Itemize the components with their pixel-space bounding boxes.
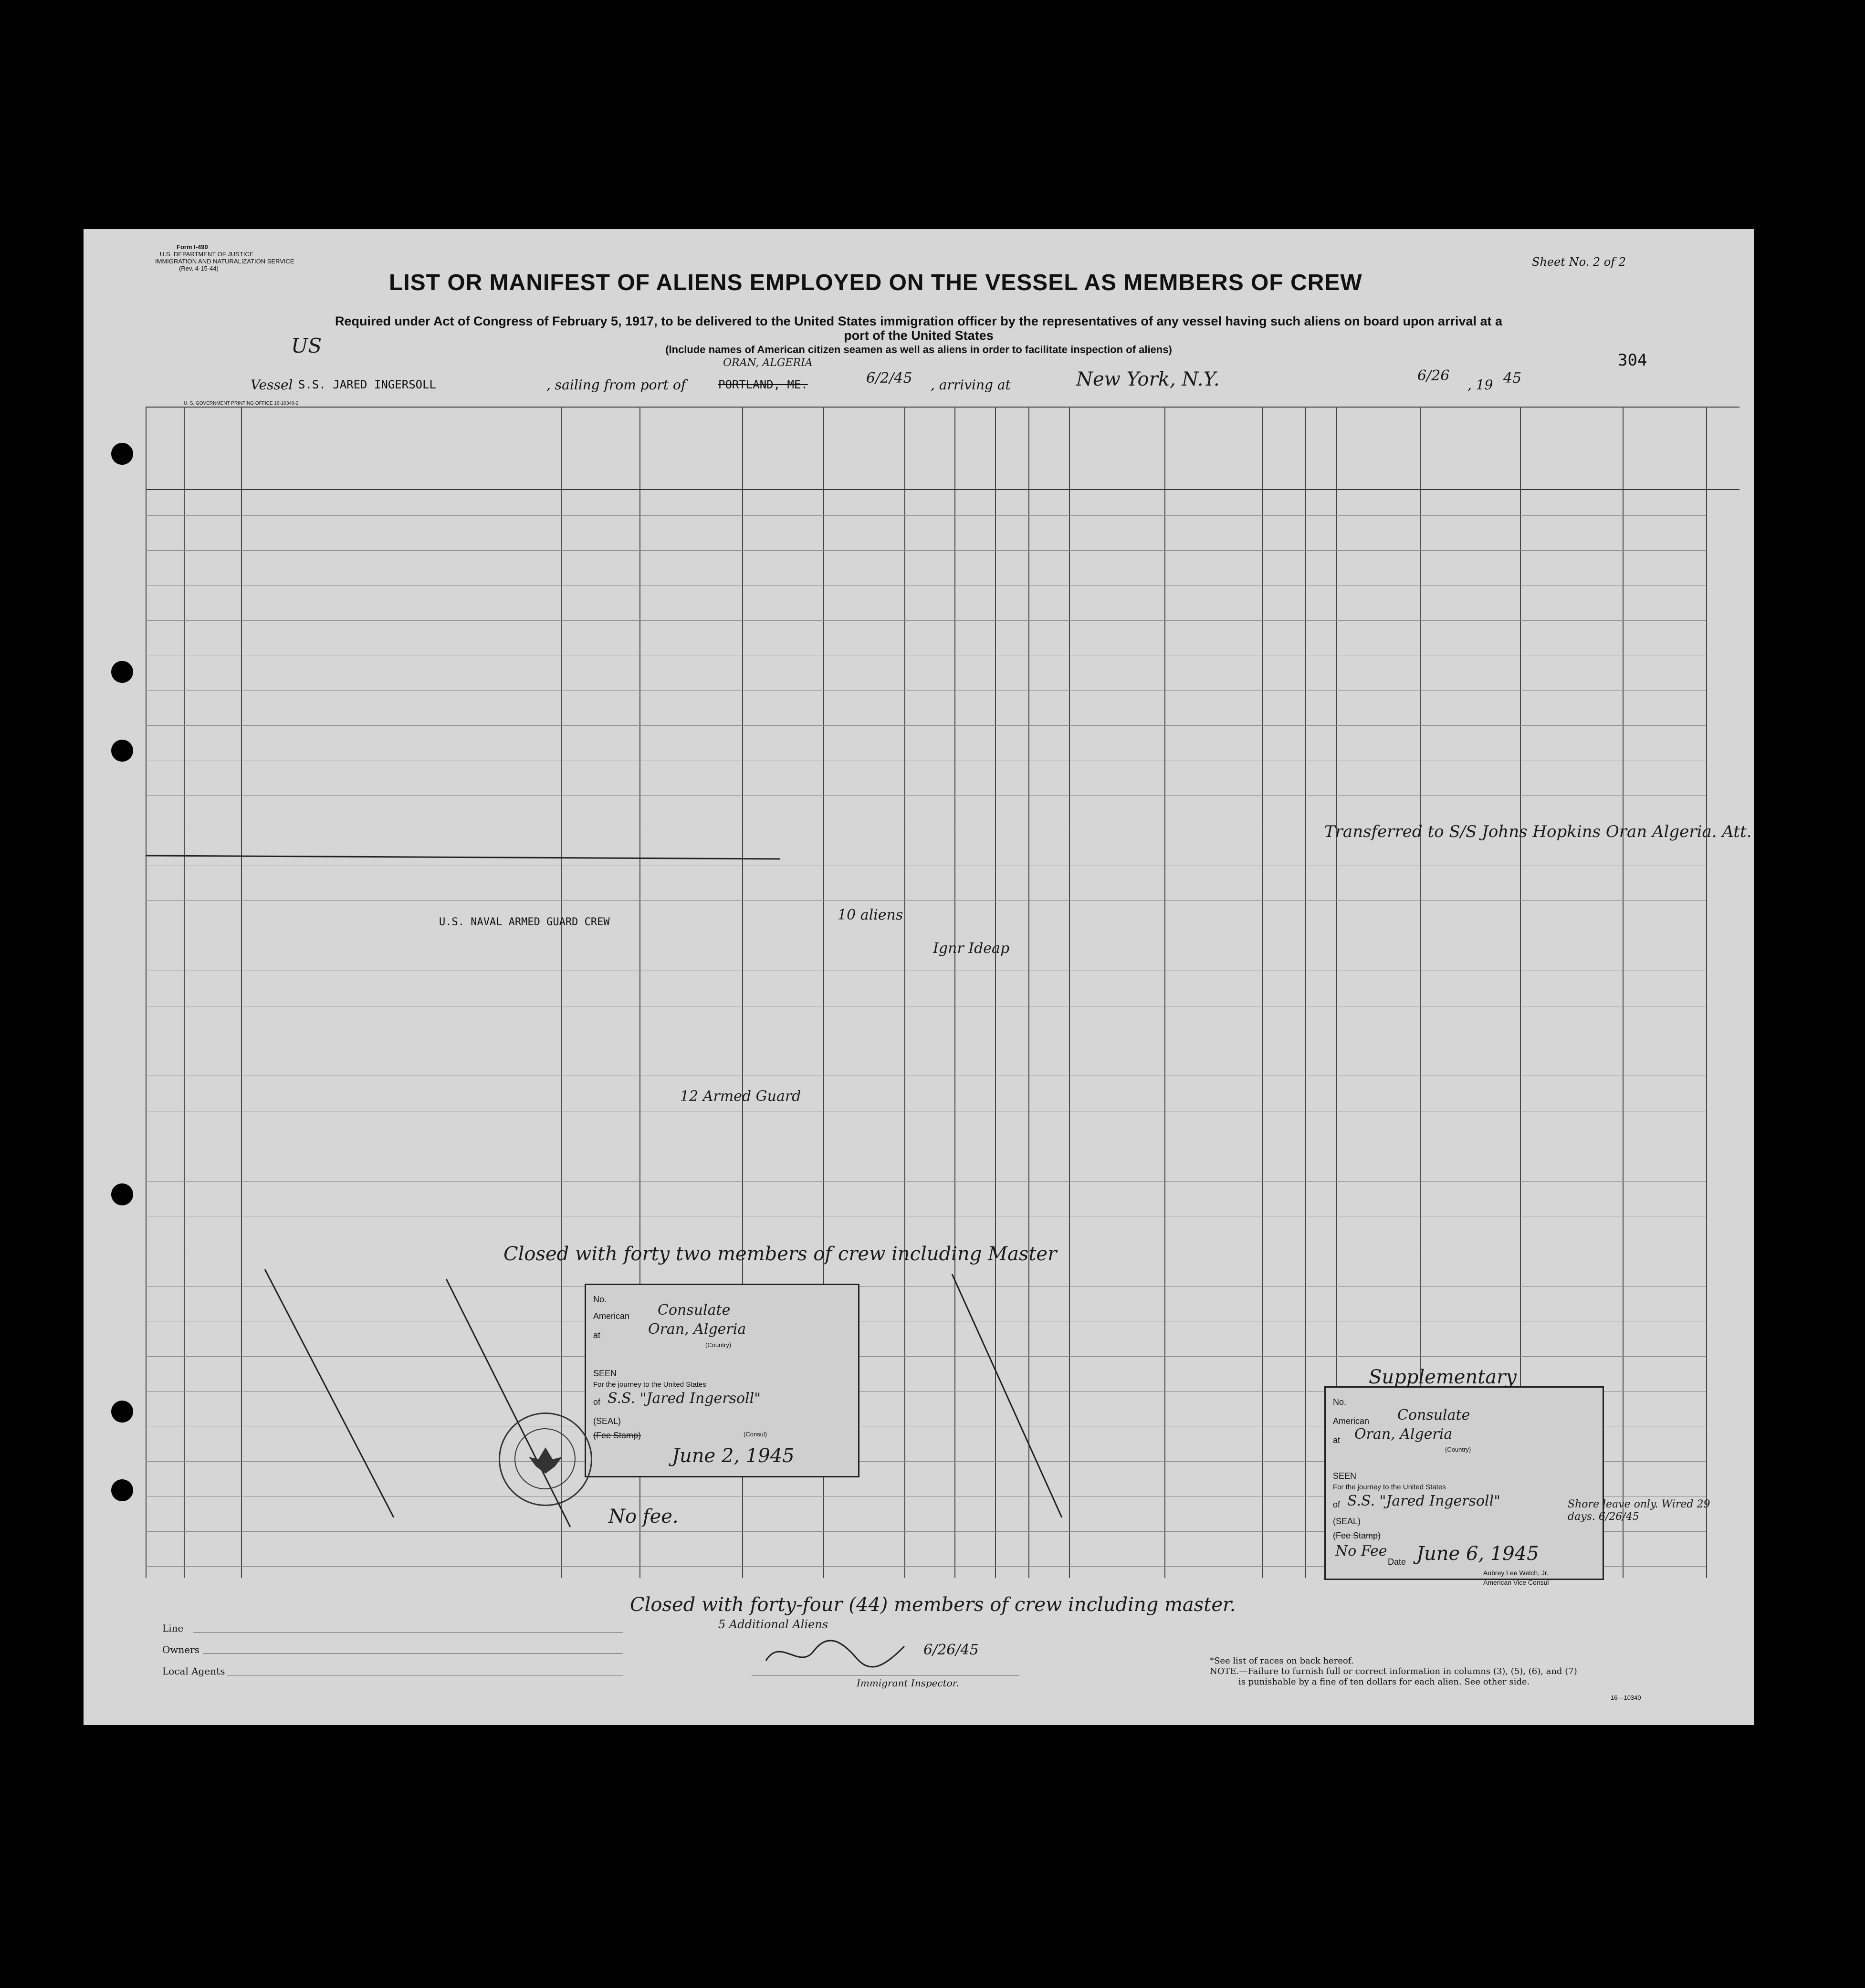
eagle-icon xyxy=(500,1414,591,1505)
stamp-american-label: American xyxy=(593,1311,630,1321)
row-12-note: 10 aliens xyxy=(838,907,903,923)
row-12-note-2: Ignr Ideap xyxy=(933,940,1010,957)
stamp2-of-label: of xyxy=(1333,1500,1341,1509)
penalty-note-1: NOTE.—Failure to furnish full or correct information in columns (3), (5), (6), and (7) xyxy=(1210,1666,1577,1676)
arrival-date: 6/26 xyxy=(1417,367,1450,384)
stamp-vessel: S.S. "Jared Ingersoll" xyxy=(608,1390,761,1407)
include-note: (Include names of American citizen seamen as well as aliens in order to facilitate inspection of aliens) xyxy=(665,344,1172,356)
arriving-label: , arriving at xyxy=(931,377,1011,393)
stamp-no-label: No. xyxy=(593,1295,607,1304)
requirement-line: Required under Act of Congress of February 5, 1917, to be delivered to the United States immigration officer by the representatives of any vessel having such aliens on board upon arrival at a xyxy=(335,314,1503,328)
inspector-signature xyxy=(761,1632,914,1675)
closed-note-2: Closed with forty-four (44) members of crew including master. xyxy=(630,1594,1236,1616)
footer-agents-label: Local Agents xyxy=(162,1665,225,1677)
stamp2-seen: SEEN xyxy=(1333,1471,1357,1481)
footer-line-label: Line xyxy=(162,1622,184,1634)
consulate-seal xyxy=(499,1413,592,1506)
vessel-label: Vessel xyxy=(251,377,293,393)
stamp2-country: (Country) xyxy=(1445,1446,1471,1453)
stamp2-at-value: Oran, Algeria xyxy=(1354,1426,1453,1443)
closed-note-1: Closed with forty two members of crew including Master xyxy=(503,1243,1057,1265)
manifest-sheet xyxy=(84,229,1754,1725)
stamp2-date: June 6, 1945 xyxy=(1416,1543,1539,1565)
row-10-remark: Transferred to S/S Johns Hopkins Oran Algeria. Att. xyxy=(1324,822,1752,841)
sailing-date: 6/2/45 xyxy=(866,370,912,387)
stamp2-date-label: Date xyxy=(1388,1557,1406,1567)
stamp2-at-label: at xyxy=(1333,1435,1341,1445)
sheet-number: Sheet No. 2 of 2 xyxy=(1532,255,1626,269)
stamp-at-label: at xyxy=(593,1330,601,1340)
document-title: LIST OR MANIFEST OF ALIENS EMPLOYED ON THE VESSEL AS MEMBERS OF CREW xyxy=(389,270,1362,295)
stamp-consul-label: (Consul) xyxy=(744,1431,767,1438)
footer-form-code: 16—10340 xyxy=(1611,1694,1641,1701)
stamp-american-value: Consulate xyxy=(658,1302,731,1318)
stamp2-nofee: No Fee xyxy=(1335,1543,1387,1559)
stamp2-seal-label: (SEAL) xyxy=(1333,1517,1361,1526)
closed-note-3: 5 Additional Aliens xyxy=(718,1618,828,1631)
stamp-fee-label: (Fee Stamp) xyxy=(593,1431,641,1440)
page-number: 304 xyxy=(1618,351,1647,370)
stamp-at-value: Oran, Algeria xyxy=(648,1321,746,1338)
requirement-line-2: port of the United States xyxy=(844,328,994,343)
sailing-port-typed: PORTLAND, ME. xyxy=(718,378,808,391)
shore-leave-note: Shore leave only. Wired 29 days. 6/26/45 xyxy=(1568,1498,1710,1523)
service-name: IMMIGRATION AND NATURALIZATION SERVICE xyxy=(155,258,294,265)
sailing-port-handwritten: ORAN, ALGERIA xyxy=(723,357,813,369)
naval-heading: U.S. NAVAL ARMED GUARD CREW xyxy=(439,916,610,928)
stamp2-american-label: American xyxy=(1333,1416,1370,1426)
supplementary-stamp xyxy=(1324,1366,1604,1586)
sailing-label: , sailing from port of xyxy=(546,377,686,393)
stamp2-journey: For the journey to the United States xyxy=(1333,1483,1446,1491)
consular-stamp xyxy=(585,1284,859,1477)
inspector-date: 6/26/45 xyxy=(923,1642,979,1658)
footer-owners-label: Owners xyxy=(162,1644,200,1655)
stamp2-vessel: S.S. "Jared Ingersoll" xyxy=(1347,1493,1501,1509)
arrival-year: 45 xyxy=(1503,370,1522,387)
stamp-of-label: of xyxy=(593,1397,601,1407)
inspector-label: Immigrant Inspector. xyxy=(857,1677,959,1689)
printer-imprint: U. S. GOVERNMENT PRINTING OFFICE 16-10340-2 xyxy=(184,401,299,406)
arriving-port: New York, N.Y. xyxy=(1076,368,1220,390)
stamp-date: June 2, 1945 xyxy=(672,1445,795,1467)
nofee-note: No fee. xyxy=(608,1506,679,1528)
stamp-journey: For the journey to the United States xyxy=(593,1381,706,1389)
stamp-seen: SEEN xyxy=(593,1369,617,1378)
slash-mark xyxy=(952,1274,1062,1517)
stamp2-fee-label: (Fee Stamp) xyxy=(1333,1531,1381,1540)
department-name: U.S. DEPARTMENT OF JUSTICE xyxy=(160,251,254,258)
stamp-country: (Country) xyxy=(705,1341,732,1349)
stamp2-no-label: No. xyxy=(1333,1397,1347,1407)
year-prefix: , 19 xyxy=(1467,377,1493,393)
penalty-note-2: is punishable by a fine of ten dollars for each alien. See other side. xyxy=(1238,1677,1530,1687)
form-number: Form I-490 xyxy=(177,243,208,251)
stamp2-signer: Aubrey Lee Welch, Jr. xyxy=(1483,1569,1549,1577)
stamp2-american-value: Consulate xyxy=(1397,1407,1470,1423)
stamp-seal-label: (SEAL) xyxy=(593,1416,621,1426)
races-note: *See list of races on back hereof. xyxy=(1210,1656,1354,1666)
stamp2-signer-title: American Vice Consul xyxy=(1483,1579,1549,1586)
slash-mark xyxy=(265,1269,394,1517)
form-revision: (Rev. 4-15-44) xyxy=(179,265,219,272)
vessel-name: S.S. JARED INGERSOLL xyxy=(298,378,436,391)
stamp2-title: Supplementary xyxy=(1369,1366,1517,1388)
armed-guard-note: 12 Armed Guard xyxy=(680,1088,801,1105)
vessel-mark: US xyxy=(291,334,322,357)
